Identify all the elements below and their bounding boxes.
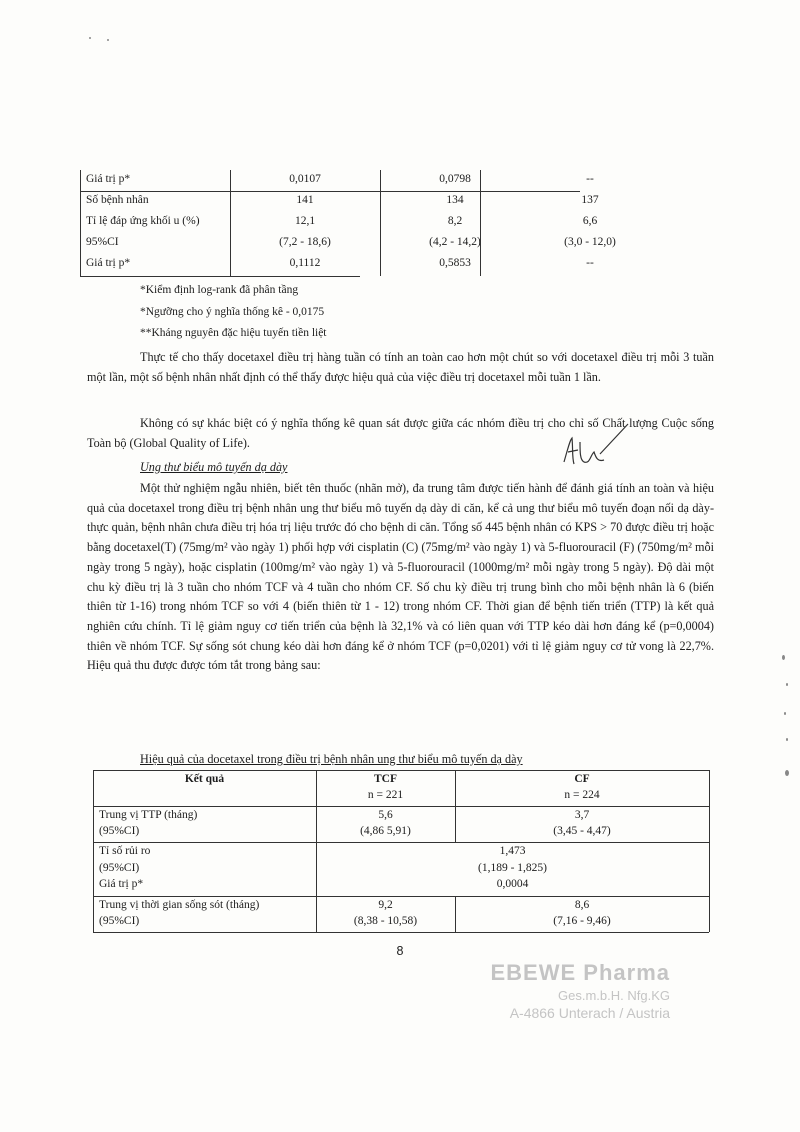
table-border [480, 170, 481, 276]
cell: 141 [296, 194, 314, 206]
table-border [93, 770, 94, 932]
results-table-top [80, 170, 616, 275]
cell: -- [586, 173, 594, 185]
cell: 0,0107 [289, 173, 321, 185]
scan-speck [782, 655, 785, 660]
scan-speck [784, 712, 786, 715]
column-header: TCF [374, 773, 397, 785]
cell: 8,6 [574, 899, 590, 911]
row-label: Trung vị TTP (tháng) [99, 809, 198, 821]
table-border [93, 770, 709, 771]
stamp-line: EBEWE Pharma [490, 960, 670, 985]
table-row [80, 233, 616, 254]
scan-speck [786, 683, 788, 686]
cell: 9,2 [378, 899, 393, 911]
cell: (8,38 - 10,58) [353, 915, 418, 927]
table-border [93, 932, 709, 933]
cell: (1,189 - 1,825) [478, 862, 547, 874]
column-subheader: n = 221 [367, 789, 404, 801]
row-label: Giá trị p* [86, 173, 131, 185]
row-label: Số bệnh nhân [86, 194, 149, 206]
cell: (7,16 - 9,46) [553, 915, 611, 927]
paragraph-text: Thực tế cho thấy docetaxel điều trị hàng tuần có tính an toàn cao hơn một chút so với docetaxel điều trị mỗi 3 tuần một lần, một số bệnh nhân nhất định có thể thấy được hiệu quả của việc điều trị docetaxel mỗi tuần 1 lần. [87, 350, 714, 384]
table-border [80, 276, 360, 277]
footnote: *Kiểm định log-rank đã phân tầng [140, 284, 299, 296]
cell: 5,6 [378, 809, 393, 821]
row-label: Trung vị thời gian sống sót (tháng) [99, 899, 260, 911]
cell: (3,45 - 4,47) [553, 825, 611, 837]
footnote: **Kháng nguyên đặc hiệu tuyến tiền liệt [140, 327, 327, 339]
paragraph [87, 348, 714, 387]
paragraph-text: Không có sự khác biệt có ý nghĩa thống kê quan sát được giữa các nhóm điều trị cho chỉ số Chất lượng Cuộc sống Toàn bộ (Global Quality of Life). [87, 416, 714, 450]
cell: 8,2 [447, 215, 463, 227]
cell: 6,6 [582, 215, 598, 227]
cell: 0,0004 [496, 878, 529, 890]
paragraph-text: Một thử nghiệm ngẫu nhiên, biết tên thuốc (nhãn mở), đa trung tâm được tiến hành để đánh giá tính an toàn và hiệu quả của docetaxel trong điều trị bệnh nhân ung thư biểu mô tuyến dạ dày di căn, kể cả ung thư biểu mô tuyến đoạn nối dạ dày-thực quản, bệnh nhân chưa điều trị hóa trị liệu trước đó cho bệnh di căn. Tổng số 445 bệnh nhân có KPS > 70 được điều trị hoặc bằng docetaxel(T) (75mg/m² vào ngày 1) phối hợp với cisplatin (C) (75mg/m² vào ngày 1) và 5-fluorouracil (F) (750mg/m² mỗi ngày trong 5 ngày), hoặc cisplatin (100mg/m² vào ngày 1) và 5-fluorouracil (1000mg/m² mỗi ngày trong 5 ngày). Độ dài một chu kỳ điều trị là 3 tuần cho nhóm TCF và 4 tuần cho nhóm CF. Số chu kỳ điều trị trung bình cho mỗi bệnh nhân là 6 (biến thiên từ 1-16) trong nhóm TCF so với 4 (biến thiên từ 1 - 12) trong nhóm CF. Thời gian để bệnh tiến triển (TTP) là kết quả nghiên cứu chính. Tỉ lệ giảm nguy cơ tiến triển của bệnh là 32,1% và có liên quan với TTP kéo dài hơn đáng kể (p=0,0004) thiên về nhóm TCF. Sự sống sót chung kéo dài hơn đáng kể ở nhóm TCF (p=0,0201) với tỉ lệ giảm nguy cơ tử vong là 22,7%. Hiệu quả thu được được tóm tắt trong bảng sau: [87, 481, 714, 673]
stamp-line: A-4866 Unterach / Austria [509, 1005, 670, 1021]
scan-speck [107, 39, 109, 41]
cell: (4,2 - 14,2) [429, 236, 481, 248]
table-border [93, 806, 709, 807]
column-subheader: n = 224 [564, 789, 600, 801]
stamp-line: Ges.m.b.H. Nfg.KG [558, 988, 670, 1003]
cell: 0,0798 [439, 173, 471, 185]
row-label: (95%CI) [99, 862, 140, 874]
row-label: Giá trị p* [86, 257, 131, 269]
cell: (7,2 - 18,6) [279, 236, 331, 248]
table-border [80, 170, 81, 276]
company-stamp [470, 960, 670, 1021]
table-border [80, 191, 580, 192]
row-label: (95%CI) [99, 915, 140, 927]
cell: -- [586, 257, 594, 269]
cell: 137 [581, 194, 599, 206]
table-border [230, 170, 231, 276]
row-label: Tỉ số rủi ro [99, 845, 151, 857]
cell: 0,1112 [289, 257, 321, 269]
table-caption: Hiệu quả của docetaxel trong điều trị bệnh nhân ung thư biểu mô tuyến dạ dày [140, 752, 523, 766]
column-header: Kết quả [184, 773, 225, 785]
table-border [709, 770, 710, 932]
efficacy-table [93, 770, 709, 932]
row-label: (95%CI) [99, 825, 140, 837]
scan-speck [89, 37, 91, 39]
cell: (4,86 5,91) [360, 825, 411, 837]
handwritten-initials [560, 420, 630, 475]
table-border [380, 170, 381, 276]
row-label: Tỉ lệ đáp ứng khối u (%) [86, 215, 200, 227]
table-row [80, 191, 599, 212]
section-heading: Ung thư biểu mô tuyến dạ dày [140, 460, 288, 474]
cell: 1,473 [499, 845, 526, 857]
cell: 134 [446, 194, 464, 206]
scan-speck [786, 738, 788, 741]
cell: 3,7 [574, 809, 590, 821]
row-label: Giá trị p* [99, 878, 144, 890]
row-label: 95%CI [86, 236, 119, 248]
paragraph [87, 479, 714, 676]
footnote: *Ngưỡng cho ý nghĩa thống kê - 0,0175 [140, 306, 325, 318]
table-row [80, 170, 594, 191]
table-row [80, 254, 594, 275]
cell: 12,1 [294, 215, 316, 227]
page-number: 8 [396, 944, 404, 958]
cell: (3,0 - 12,0) [564, 236, 616, 248]
table-row [80, 212, 598, 233]
scan-speck [785, 770, 789, 776]
cell: 0,5853 [439, 257, 471, 269]
table-border [93, 896, 709, 897]
column-header: CF [574, 773, 590, 785]
table-border [93, 842, 709, 843]
